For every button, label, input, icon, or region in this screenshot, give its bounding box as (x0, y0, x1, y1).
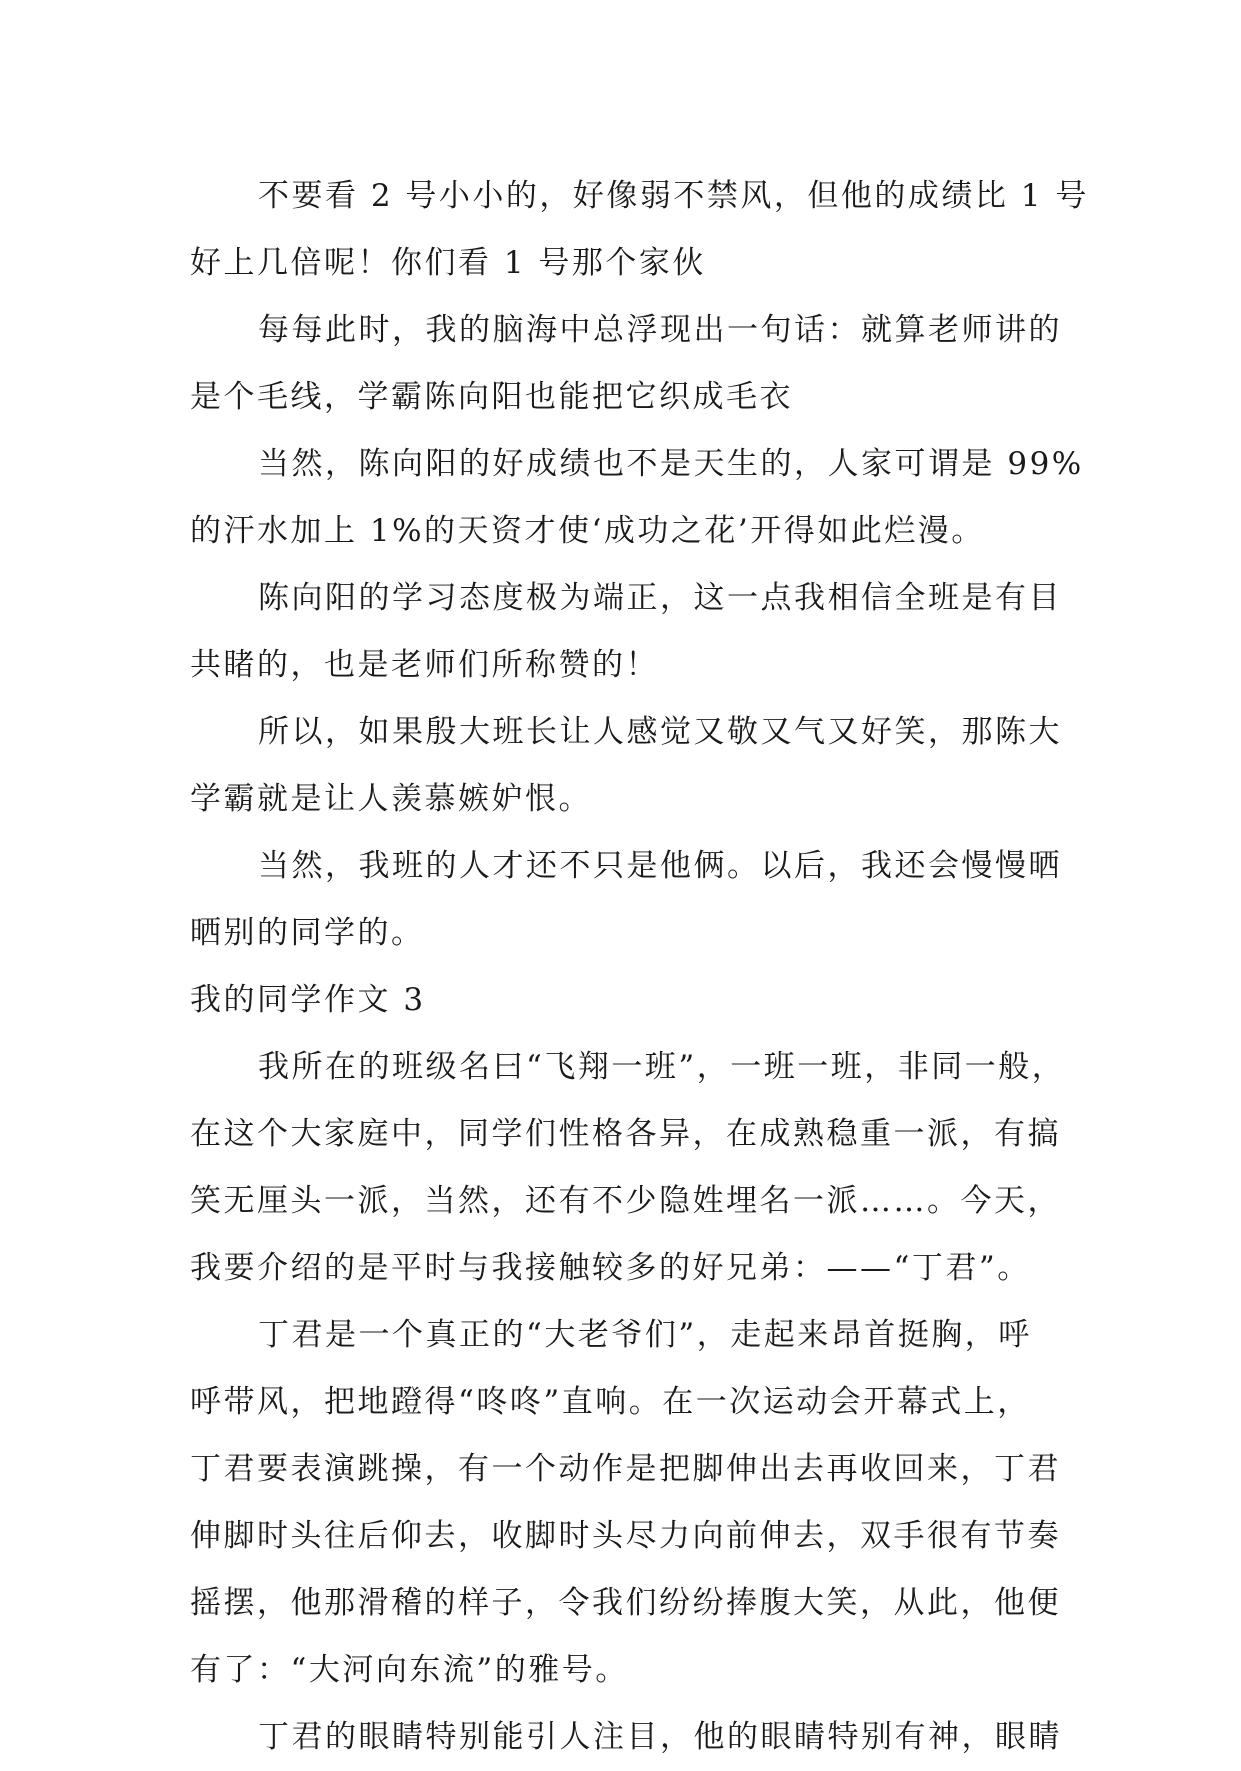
paragraph-line: 陈向阳的学习态度极为端正，这一点我相信全班是有目 (258, 580, 1062, 616)
paragraph-line: 呼带风，把地蹬得“咚咚”直响。在一次运动会开幕式上， (190, 1384, 1031, 1420)
paragraph (190, 833, 1062, 967)
paragraph-line: 丁君的眼睛特别能引人注目，他的眼睛特别有神，眼睛 (258, 1719, 1062, 1755)
paragraph-line: 丁君是一个真正的“大老爷们”，走起来昂首挺胸，呼 (258, 1317, 1032, 1353)
paragraph-line: 伸脚时头往后仰去，收脚时头尽力向前伸去，双手很有节奏 (190, 1518, 1061, 1554)
paragraph-line: 当然，陈向阳的好成绩也不是天生的，人家可谓是 99% (258, 446, 1084, 482)
paragraph-line: 我要介绍的是平时与我接触较多的好兄弟：——“丁君”。 (190, 1250, 1031, 1286)
paragraph (190, 163, 1089, 297)
paragraph (190, 565, 1062, 699)
paragraph (190, 699, 1062, 833)
heading-text: 我的同学作文 3 (190, 982, 426, 1018)
paragraph-line: 丁君要表演跳操，有一个动作是把脚伸出去再收回来，丁君 (190, 1451, 1061, 1487)
paragraph (190, 297, 1062, 431)
paragraph-line: 摇摆，他那滑稽的样子，令我们纷纷捧腹大笑，从此，他便 (190, 1585, 1061, 1621)
paragraph (190, 1704, 1062, 1771)
paragraph-line: 好上几倍呢！你们看 1 号那个家伙 (190, 245, 706, 281)
paragraph-line: 在这个大家庭中，同学们性格各异，在成熟稳重一派，有搞 (190, 1116, 1061, 1152)
paragraph (190, 431, 1084, 565)
paragraph-line: 每每此时，我的脑海中总浮现出一句话：就算老师讲的 (258, 312, 1062, 348)
paragraph (190, 1034, 1066, 1302)
paragraph-line: 共睹的，也是老师们所称赞的！ (190, 647, 659, 683)
document-body (190, 163, 1089, 1771)
paragraph-line: 不要看 2 号小小的，好像弱不禁风，但他的成绩比 1 号 (258, 178, 1089, 214)
paragraph-line: 笑无厘头一派，当然，还有不少隐姓埋名一派……。今天， (190, 1183, 1061, 1219)
paragraph-line: 学霸就是让人羡慕嫉妒恨。 (190, 781, 592, 817)
paragraph-line: 晒别的同学的。 (190, 915, 425, 951)
paragraph (190, 1302, 1062, 1704)
paragraph-line: 的汗水加上 1%的天资才使‘成功之花’开得如此烂漫。 (190, 513, 985, 549)
paragraph-line: 我所在的班级名曰“飞翔一班”，一班一班，非同一般， (258, 1049, 1066, 1085)
section-heading (190, 967, 1062, 1034)
paragraph-line: 是个毛线，学霸陈向阳也能把它织成毛衣 (190, 379, 793, 415)
paragraph-line: 有了：“大河向东流”的雅号。 (190, 1652, 629, 1688)
paragraph-line: 当然，我班的人才还不只是他俩。以后，我还会慢慢晒 (258, 848, 1062, 884)
paragraph-line: 所以，如果殷大班长让人感觉又敬又气又好笑，那陈大 (258, 714, 1062, 750)
